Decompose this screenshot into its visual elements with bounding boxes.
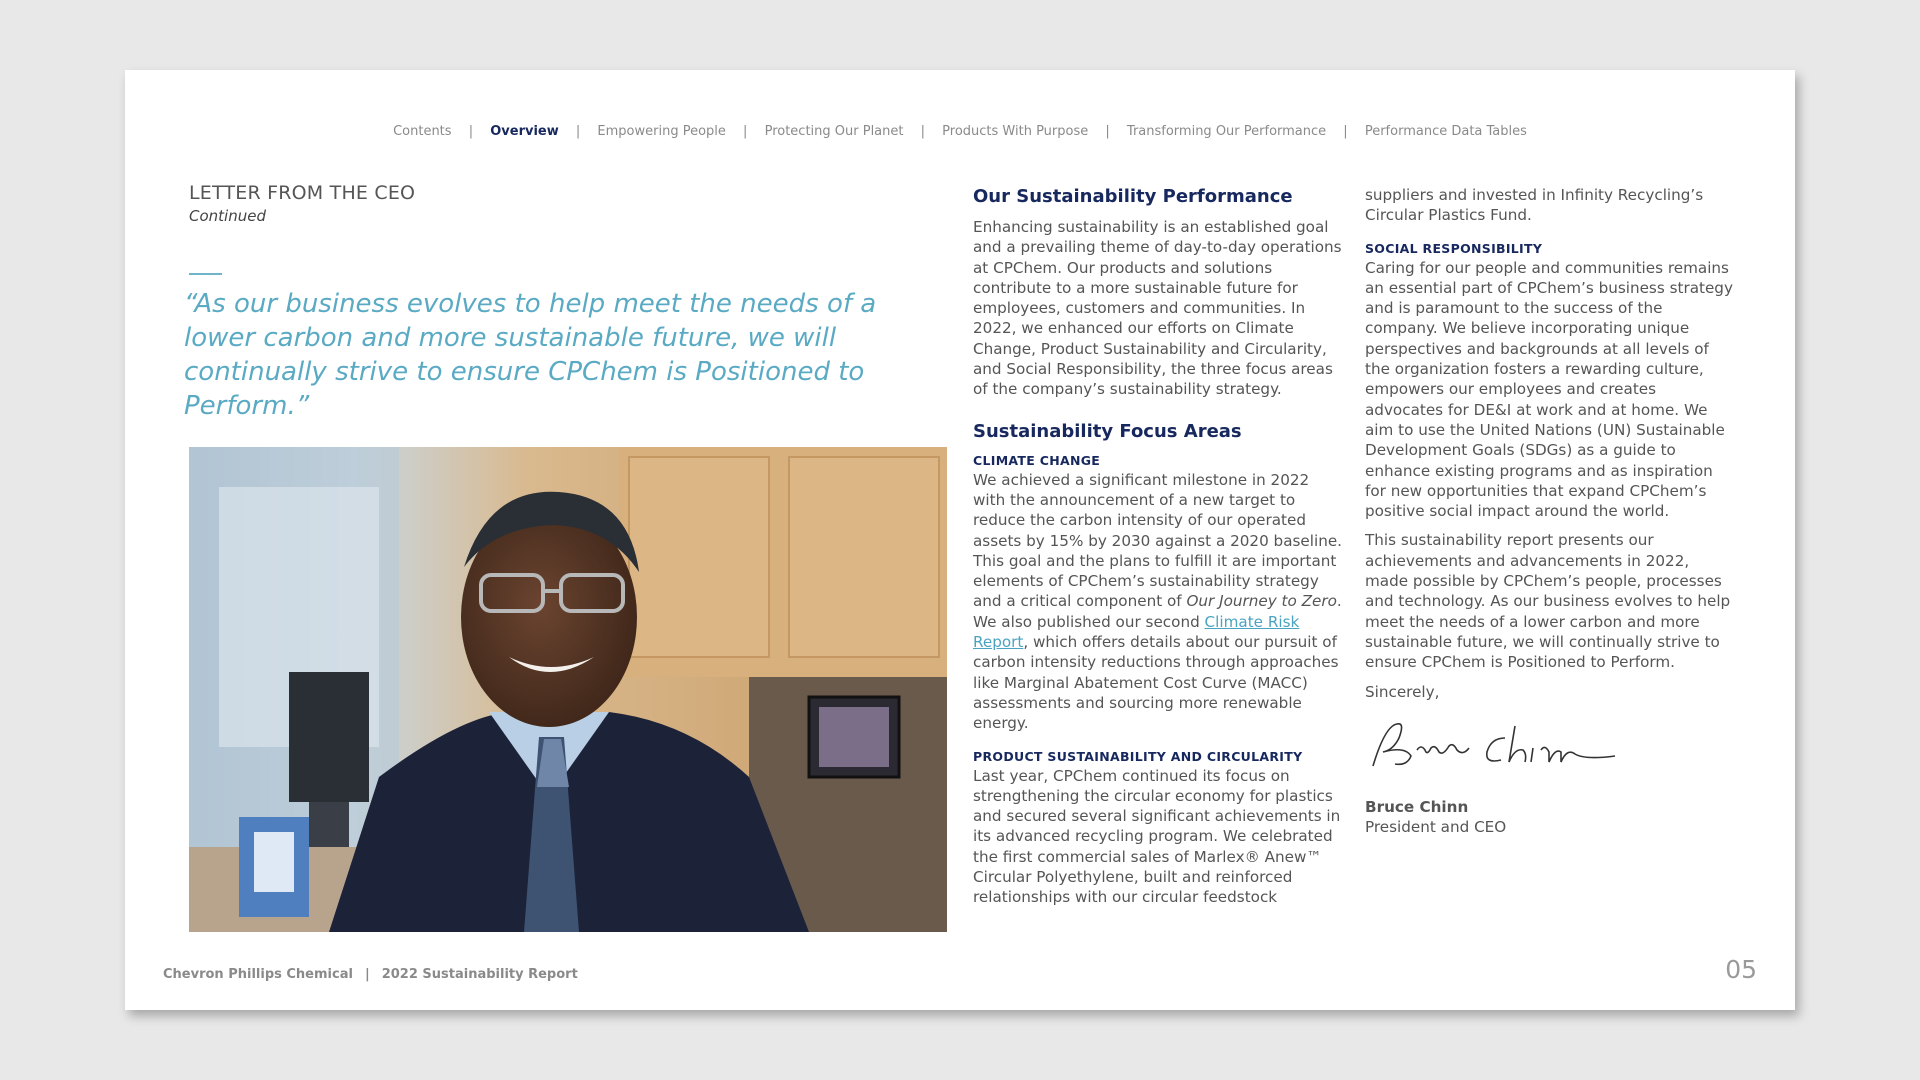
ceo-photo [189, 447, 947, 932]
nav-separator: | [1105, 124, 1110, 139]
signature [1365, 716, 1735, 781]
climate-text-1: We achieved a significant milestone in 2022 with the announcement of a new target to reduce the carbon intensity of our operated assets by 15% by 2030 against a 2020 baseline. This goal and the plans to fulfill it are important elements of CPChem’s sustainability strategy and a critical component of [973, 470, 1342, 611]
nav-contents[interactable]: Contents [393, 124, 452, 139]
nav-separator: | [575, 124, 581, 139]
signature-drawing [1365, 716, 1625, 776]
footer-report: 2022 Sustainability Report [381, 967, 578, 982]
sincerely-text: Sincerely, [1365, 682, 1440, 701]
climate-text-3: , which offers details about our pursuit of carbon intensity reductions through approaches like Marginal Abatement Cost Curve (MACC) assessments and sourcing more renewable energy. [973, 633, 1339, 733]
performance-heading: Our Sustainability Performance [973, 186, 1293, 207]
column-two [1365, 185, 1735, 838]
report-page [125, 70, 1795, 1010]
nav-separator: | [1343, 124, 1348, 139]
climate-change-body [973, 470, 1343, 734]
nav-separator: | [920, 124, 926, 139]
top-navigation [125, 124, 1795, 139]
pull-quote: “As our business evolves to help meet the needs of a lower carbon and more sustainable future, we will continually strive to ensure CPChem is Positioned to Perform.” [184, 289, 877, 421]
social-responsibility-heading: SOCIAL RESPONSIBILITY [1365, 240, 1543, 256]
climate-text-2: . We also published our second [973, 592, 1342, 631]
climate-change-heading: CLIMATE CHANGE [973, 452, 1101, 468]
footer-company: Chevron Phillips Chemical [163, 967, 353, 982]
nav-transforming-our-performance[interactable]: Transforming Our Performance [1126, 124, 1327, 139]
nav-protecting-our-planet[interactable]: Protecting Our Planet [764, 124, 904, 139]
continued-body: suppliers and invested in Infinity Recycling’s Circular Plastics Fund. [1365, 186, 1704, 225]
footer-separator: | [364, 967, 370, 982]
nav-products-with-purpose[interactable]: Products With Purpose [942, 124, 1089, 139]
nav-performance-data-tables[interactable]: Performance Data Tables [1364, 124, 1527, 139]
performance-body: Enhancing sustainability is an established goal and a prevailing theme of day-to-day operations at CPChem. Our products and solutions contribute to a more sustainable future for employees, customers and communities. In 2022, we enhanced our efforts on Climate Change, Product Sustainability and Circularity, and Social Responsibility, the three focus areas of the company’s sustainability strategy. [973, 218, 1342, 399]
closing-body: This sustainability report presents our achievements and advancements in 2022, made possible by CPChem’s people, processes and technology. As our business evolves to help meet the needs of a lower carbon and more sustainable future, we will continually strive to ensure CPChem is Positioned to Perform. [1365, 531, 1731, 672]
quote-rule [189, 273, 222, 275]
climate-risk-report-link[interactable]: Climate Risk Report [973, 612, 1300, 652]
journey-to-zero-text: Our Journey to Zero [1186, 592, 1337, 611]
letter-intro [184, 182, 949, 423]
focus-areas-heading: Sustainability Focus Areas [973, 420, 1242, 442]
nav-overview[interactable]: Overview [490, 124, 559, 139]
signer-title: President and CEO [1365, 818, 1507, 837]
section-kicker: LETTER FROM THE CEO [189, 182, 416, 204]
nav-separator: | [468, 124, 474, 139]
footer [163, 967, 578, 982]
section-kicker-sub: Continued [189, 207, 266, 225]
nav-separator: | [743, 124, 748, 139]
social-responsibility-body: Caring for our people and communities remains an essential part of CPChem’s business strategy and is paramount to the success of the company. We believe incorporating unique perspectives and backgrounds at all levels of the organization fosters a rewarding culture, empowers our employees and creates advocates for DE&I at work and at home. We aim to use the United Nations (UN) Sustainable Development Goals (SDGs) as a guide to enhance existing programs and as inspiration for new opportunities that expand CPChem’s positive social impact around the world. [1365, 258, 1733, 521]
signer-name: Bruce Chinn [1365, 798, 1469, 817]
product-sustainability-body: Last year, CPChem continued its focus on strengthening the circular economy for plastics and secured several significant achievements in its advanced recycling program. We celebrated the first commercial sales of Marlex® Anew™ Circular Polyethylene, built and reinforced relationships with our circular feedstock [973, 766, 1341, 907]
product-sustainability-heading: PRODUCT SUSTAINABILITY AND CIRCULARITY [973, 748, 1303, 764]
page-number: 05 [1725, 955, 1757, 984]
nav-empowering-people[interactable]: Empowering People [597, 124, 726, 139]
column-one [973, 185, 1343, 917]
ceo-portrait-illustration [189, 447, 947, 932]
